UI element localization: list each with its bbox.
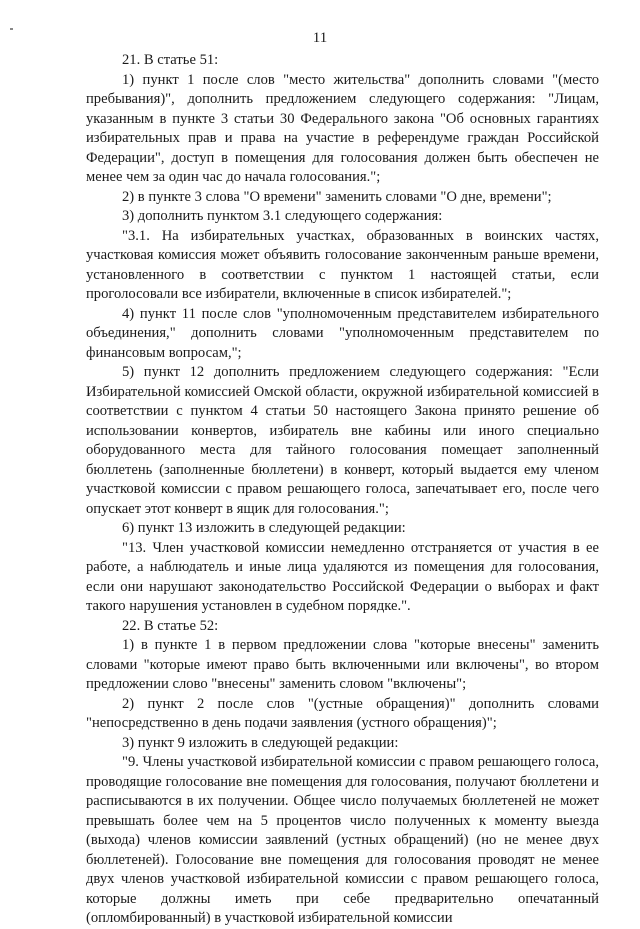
paragraph-quote-3-1: "3.1. На избирательных участках, образованных в воинских частях, участковая комиссия может объявить голосование законченным раньше времени, установленного в соответствии с пунктом 1 настоящей статьи, если проголосовали все избиратели, включенные в список избирателей."; xyxy=(86,227,599,302)
document-body xyxy=(86,51,599,929)
paragraph-item-4: 4) пункт 11 после слов "уполномоченным представителем избирательного объединения," дополнить словами "уполномоченным представителем по финансовым вопросам,"; xyxy=(86,305,599,361)
paragraph-item-2: 2) в пункте 3 слова "О времени" заменить словами "О дне, времени"; xyxy=(122,188,552,205)
paragraph-item-3: 3) дополнить пунктом 3.1 следующего содержания: xyxy=(122,208,443,224)
paragraph-52-item-1: 1) в пункте 1 в первом предложении слова "которые внесены" заменить словами "которые имеют право быть включенными или включены", во втором предложении слово "внесены" заменить словом "включены"; xyxy=(86,637,599,692)
paragraph-article-51-heading: 21. В статье 51: xyxy=(122,52,219,68)
paragraph-52-item-3: 3) пункт 9 изложить в следующей редакции: xyxy=(122,734,399,751)
paragraph-item-5: 5) пункт 12 дополнить предложением следующего содержания: "Если Избирательной комиссией Омской области, окружной избирательной комиссией в соответствии с пунктом 4 статьи 50 настоящего Закона принято решение об использовании конвертов, избиратель вне кабины или иного специально оборудованного места для тайного голосования помещает заполненный бюллетень (заполненные бюллетени) в конверт, который выдается ему членом участковой комиссии с правом решающего голоса, запечатывает его, после чего опускает этот конверт в ящик для голосования."; xyxy=(86,364,599,517)
paragraph-52-item-2: 2) пункт 2 после слов "(устные обращения)" дополнить словами "непосредственно в день подачи заявления (устного обращения)"; xyxy=(86,695,599,731)
page-number: 11 xyxy=(312,30,328,46)
paragraph-article-52-heading: 22. В статье 52: xyxy=(122,617,219,634)
paragraph-quote-9: "9. Члены участковой избирательной комиссии с правом решающего голоса, проводящие голосование вне помещения для голосования, получают бюллетени и расписываются в их получении. Общее число получаемых бюллетеней не может превышать более чем на 5 процентов число полученных к моменту выезда (выхода) членов комиссии заявлений (устных обращений) (но не менее двух бюллетеней). Голосование вне помещения для голосования проводят не менее двух членов участковой избирательной комиссии с правом решающего голоса, которые должны иметь при себе предварительно опечатанный (опломбированный) в участковой избирательной комиссии xyxy=(86,754,599,926)
paragraph-item-1: 1) пункт 1 после слов "место жительства" дополнить словами "(место пребывания)", дополнить предложением следующего содержания: "Лицам, указанным в пункте 3 статьи 30 Федерального закона "Об основных гарантиях избирательных прав и права на участие в референдуме граждан Российской Федерации", доступ в помещения для голосования должен быть обеспечен не менее чем за один час до начала голосования."; xyxy=(86,71,599,185)
paragraph-quote-13: "13. Член участковой комиссии немедленно отстраняется от участия в ее работе, а наблюдатель и иные лица удаляются из помещения для голосования, если они нарушают законодательство Российской Федерации о выборах и факт такого нарушения установлен в судебном порядке.". xyxy=(86,539,599,614)
paragraph-item-6: 6) пункт 13 изложить в следующей редакции: xyxy=(122,520,406,536)
